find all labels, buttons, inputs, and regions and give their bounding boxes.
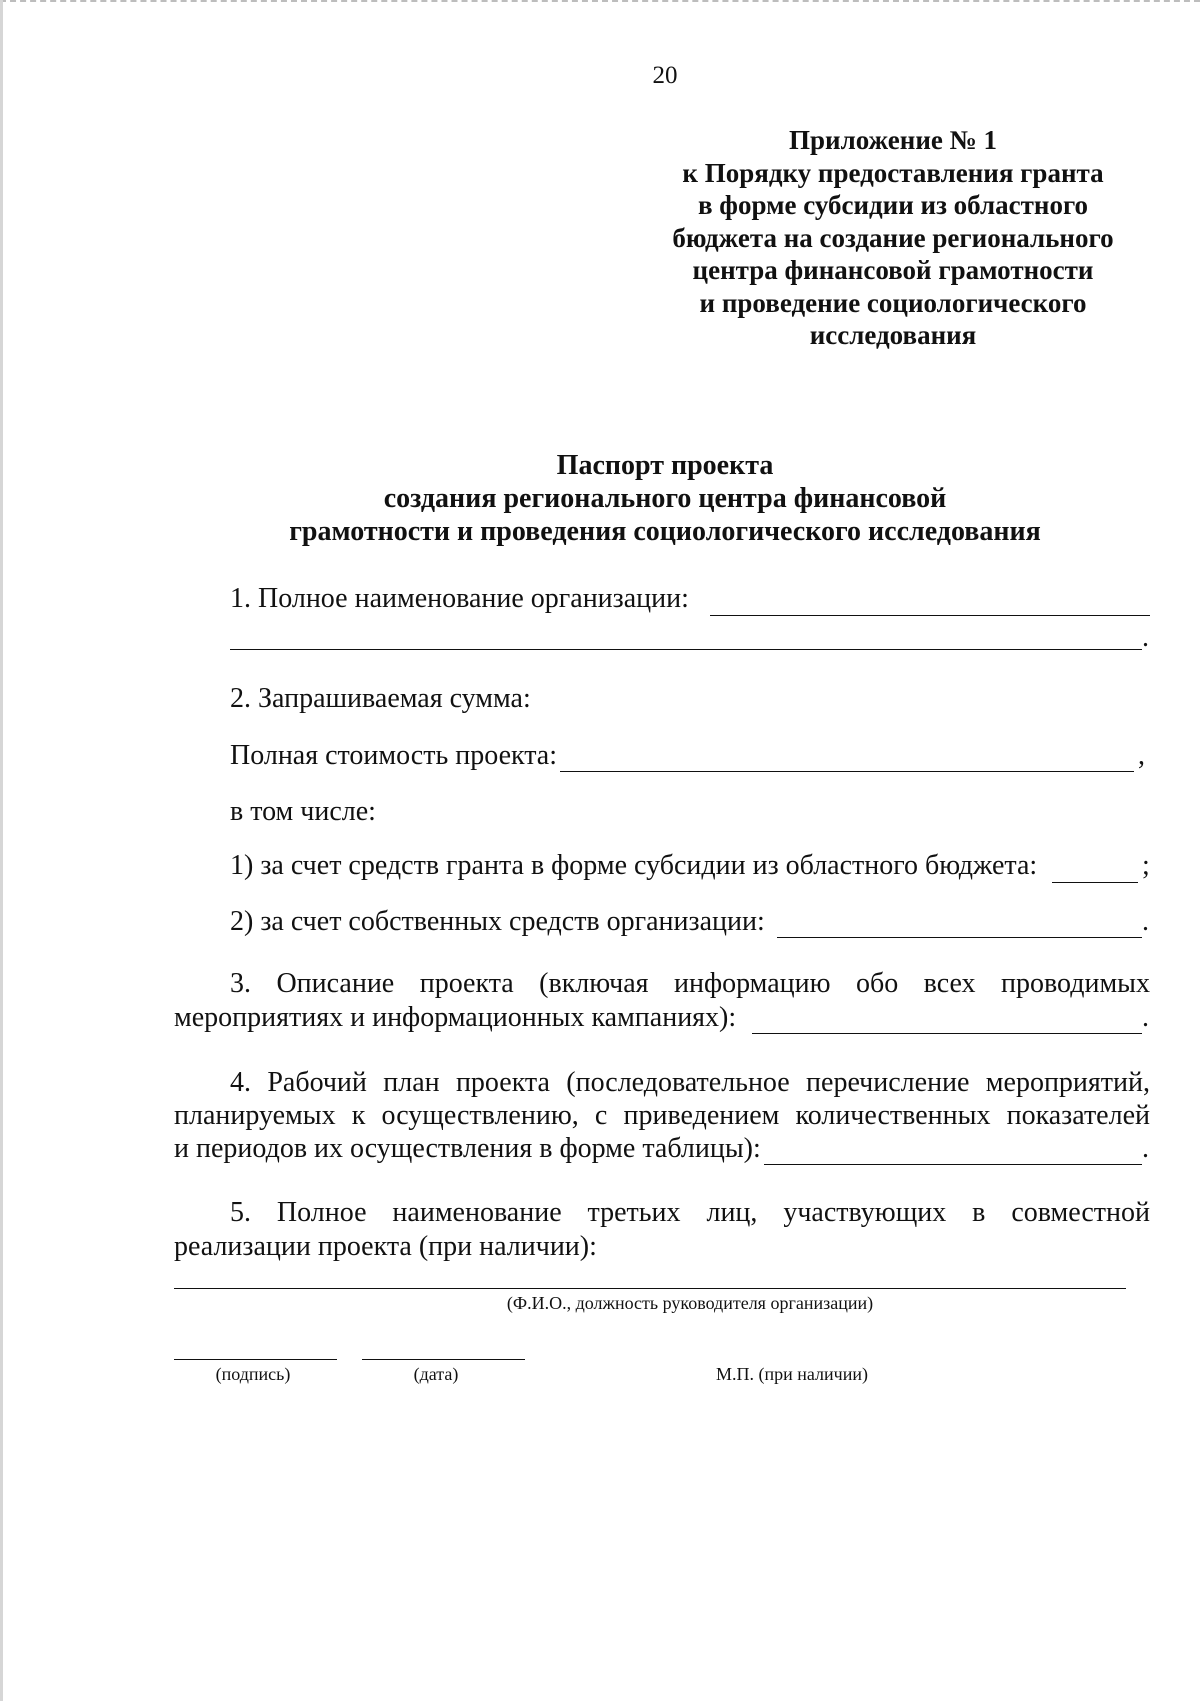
word: проекта [419, 968, 514, 999]
item-1-end: . [1142, 622, 1149, 653]
work-plan-field[interactable] [764, 1164, 1142, 1165]
item-4-line-3: и периодов их осуществления в форме таблицы): [174, 1133, 761, 1164]
grant-subsidy-field[interactable] [1052, 882, 1138, 883]
own-funds-label: 2) за счет собственных средств организации: [230, 906, 765, 937]
full-cost-end: , [1138, 740, 1145, 771]
item-5-line-2: реализации проекта (при наличии): [174, 1231, 597, 1262]
word: планируемых [174, 1100, 336, 1131]
item-3-line-2: мероприятиях и информационных кампаниях): [174, 1002, 737, 1033]
item-4-line-2 [174, 1100, 1150, 1132]
word: обо [855, 968, 899, 999]
scan-edge-top [0, 0, 1200, 2]
item-1-label: 1. Полное наименование организации: [230, 583, 689, 614]
word: к [351, 1100, 366, 1131]
grant-subsidy-end: ; [1142, 850, 1150, 881]
title-line-3: грамотности и проведения социологического исследования [289, 516, 1041, 547]
date-caption: (дата) [413, 1364, 459, 1384]
word: Описание [276, 968, 395, 999]
appendix-line-4: бюджета на создание регионального [672, 223, 1114, 253]
scan-edge-left [0, 0, 3, 1701]
title-line-1: Паспорт проекта [556, 450, 774, 481]
title-line-2: создания регионального центра финансовой [383, 483, 947, 514]
word: 4. [230, 1067, 251, 1098]
signature-caption: (подпись) [215, 1364, 291, 1384]
date-field[interactable] [362, 1359, 525, 1360]
word: Полное [276, 1197, 367, 1228]
word: план [383, 1067, 440, 1098]
word: совместной [1011, 1197, 1150, 1228]
project-description-field[interactable] [752, 1033, 1142, 1034]
own-funds-end: . [1142, 906, 1149, 937]
word: 5. [230, 1197, 251, 1228]
word: наименование [392, 1197, 562, 1228]
item-4-end: . [1142, 1133, 1149, 1164]
word: осуществлению, [381, 1100, 579, 1131]
word: проекта [455, 1067, 550, 1098]
grant-subsidy-label: 1) за счет средств гранта в форме субсидии из областного бюджета: [230, 850, 1038, 881]
own-funds-field[interactable] [777, 937, 1142, 938]
head-name-field[interactable] [174, 1288, 1126, 1289]
full-cost-label: Полная стоимость проекта: [230, 740, 558, 771]
word: лиц, [706, 1197, 758, 1228]
organization-name-field-continued[interactable] [230, 649, 1142, 650]
word: количественных [795, 1100, 991, 1131]
head-caption: (Ф.И.О., должность руководителя организации) [506, 1293, 874, 1313]
word: (последовательное [566, 1067, 790, 1098]
appendix-line-5: центра финансовой грамотности [692, 255, 1094, 285]
word: (включая [539, 968, 649, 999]
page-number: 20 [652, 62, 678, 89]
word: мероприятий, [985, 1067, 1150, 1098]
item-3-line-1 [230, 968, 1150, 1000]
stamp-caption: М.П. (при наличии) [716, 1364, 868, 1384]
appendix-line-3: в форме субсидии из областного [697, 190, 1089, 220]
item-4-line-1 [230, 1067, 1150, 1099]
appendix-line-2: к Порядку предоставления гранта [682, 158, 1104, 188]
word: в [972, 1197, 986, 1228]
appendix-line-1: Приложение № 1 [789, 125, 997, 155]
word: информацию [673, 968, 831, 999]
including-label: в том числе: [230, 796, 376, 827]
word: всех [923, 968, 976, 999]
item-3-end: . [1142, 1002, 1149, 1033]
full-cost-field[interactable] [560, 771, 1134, 772]
item-5-line-1 [230, 1197, 1150, 1229]
word: с [594, 1100, 608, 1131]
appendix-line-7: исследования [809, 320, 977, 350]
appendix-line-6: и проведение социологического [699, 288, 1087, 318]
word: 3. [230, 968, 251, 999]
item-2-label: 2. Запрашиваемая сумма: [230, 683, 531, 714]
word: третьих [587, 1197, 681, 1228]
word: показателей [1006, 1100, 1150, 1131]
signature-field[interactable] [174, 1359, 337, 1360]
word: перечисление [806, 1067, 970, 1098]
organization-name-field[interactable] [710, 615, 1150, 616]
word: участвующих [783, 1197, 947, 1228]
word: Рабочий [267, 1067, 367, 1098]
word: приведением [623, 1100, 780, 1131]
word: проводимых [1001, 968, 1150, 999]
